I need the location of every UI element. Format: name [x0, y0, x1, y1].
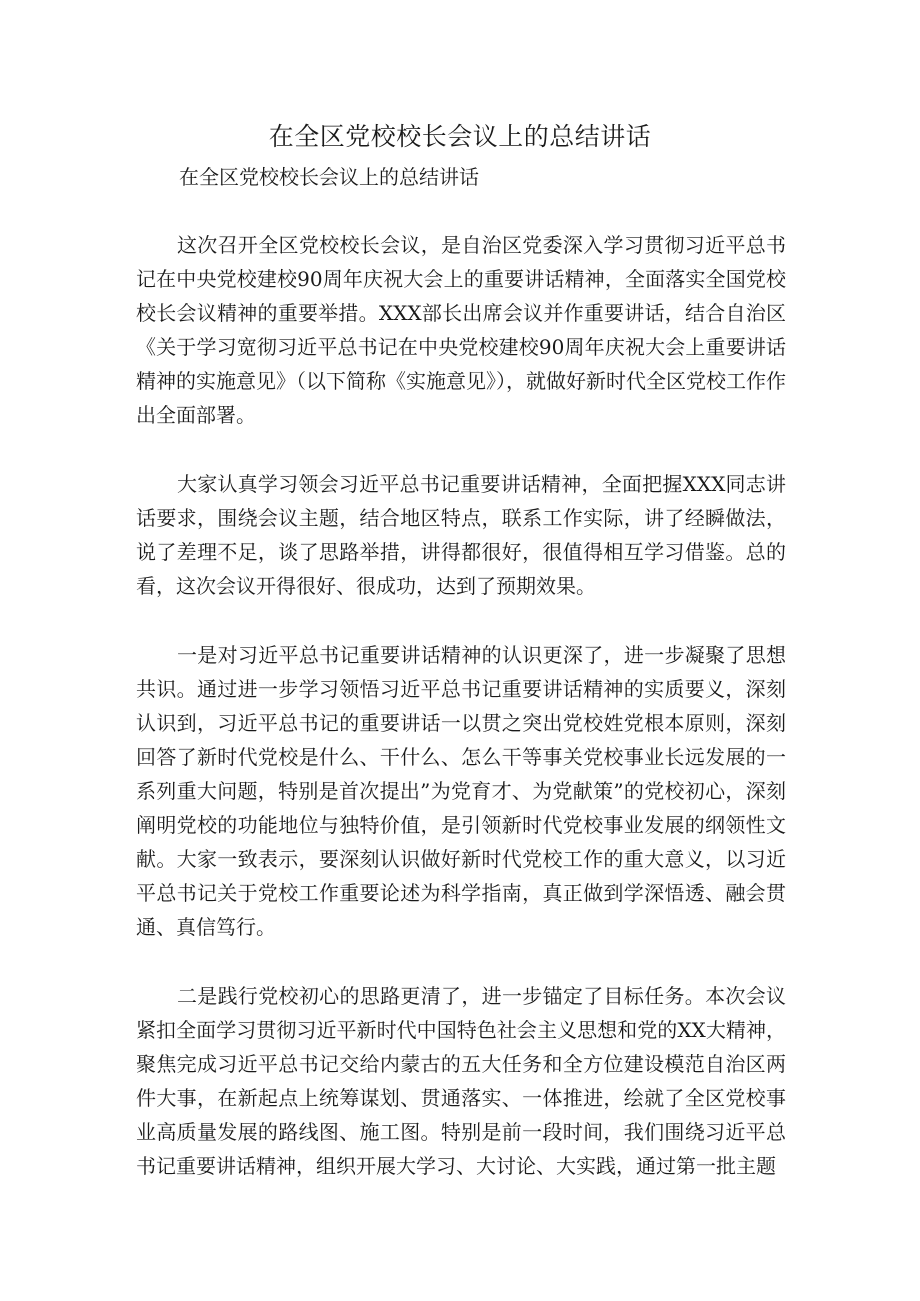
paragraph: 大家认真学习领会习近平总书记重要讲话精神，全面把握XXX同志讲话要求，围绕会议主题，结合地区特点，联系工作实际，讲了经瞬做法，说了差理不足，谈了思路举措，讲得都很好，很值得相互学习借鉴。总的看，这次会议开得很好、很成功，达到了预期效果。: [136, 472, 786, 598]
paragraph: 这次召开全区党校校长会议，是自治区党委深入学习贯彻习近平总书记在中央党校建校90周年庆祝大会上的重要讲话精神，全面落实全国党校校长会议精神的重要举措。XXX部长出席会议并作重要讲话，结合自治区《关于学习宽彻习近平总书记在中央党校建校90周年庆祝大会上重要讲话精神的实施意见》（以下简称《实施意见》），就做好新时代全区党校工作作出全面部署。: [136, 233, 786, 427]
document-title: 在全区党校校长会议上的总结讲话: [268, 122, 652, 151]
paragraph: 二是践行党校初心的思路更清了，进一步锚定了目标任务。本次会议紧扣全面学习贯彻习近平新时代中国特色社会主义思想和党的XX大精神，聚焦完成习近平总书记交给内蒙古的五大任务和全方位建设模范自治区两件大事，在新起点上统筹谋划、贯通落实、一体推进，绘就了全区党校事业高质量发展的路线图、施工图。特别是前一段时间，我们围绕习近平总书记重要讲话精神，组织开展大学习、大讨论、大实践，通过第一批主题: [136, 984, 786, 1178]
document-body: [136, 228, 786, 1218]
paragraph: 一是对习近平总书记重要讲话精神的认识更深了，进一步凝聚了思想共识。通过进一步学习领悟习近平总书记重要讲话精神的实质要义，深刻认识到，习近平总书记的重要讲话一以贯之突出党校姓党根本原则，深刻回答了新时代党校是什么、干什么、怎么干等事关党校事业长远发展的一系列重大问题，特别是首次提出”为党育才、为党献策”的党校初心，深刻阐明党校的功能地位与独特价值，是引领新时代党校事业发展的纲领性文献。大家一致表示，要深刻认识做好新时代党校工作的重大意义，以习近平总书记关于党校工作重要论述为科学指南，真正做到学深悟透、融会贯通、真信笃行。: [136, 643, 786, 939]
document-subtitle: 在全区党校校长会议上的总结讲话: [179, 165, 479, 189]
